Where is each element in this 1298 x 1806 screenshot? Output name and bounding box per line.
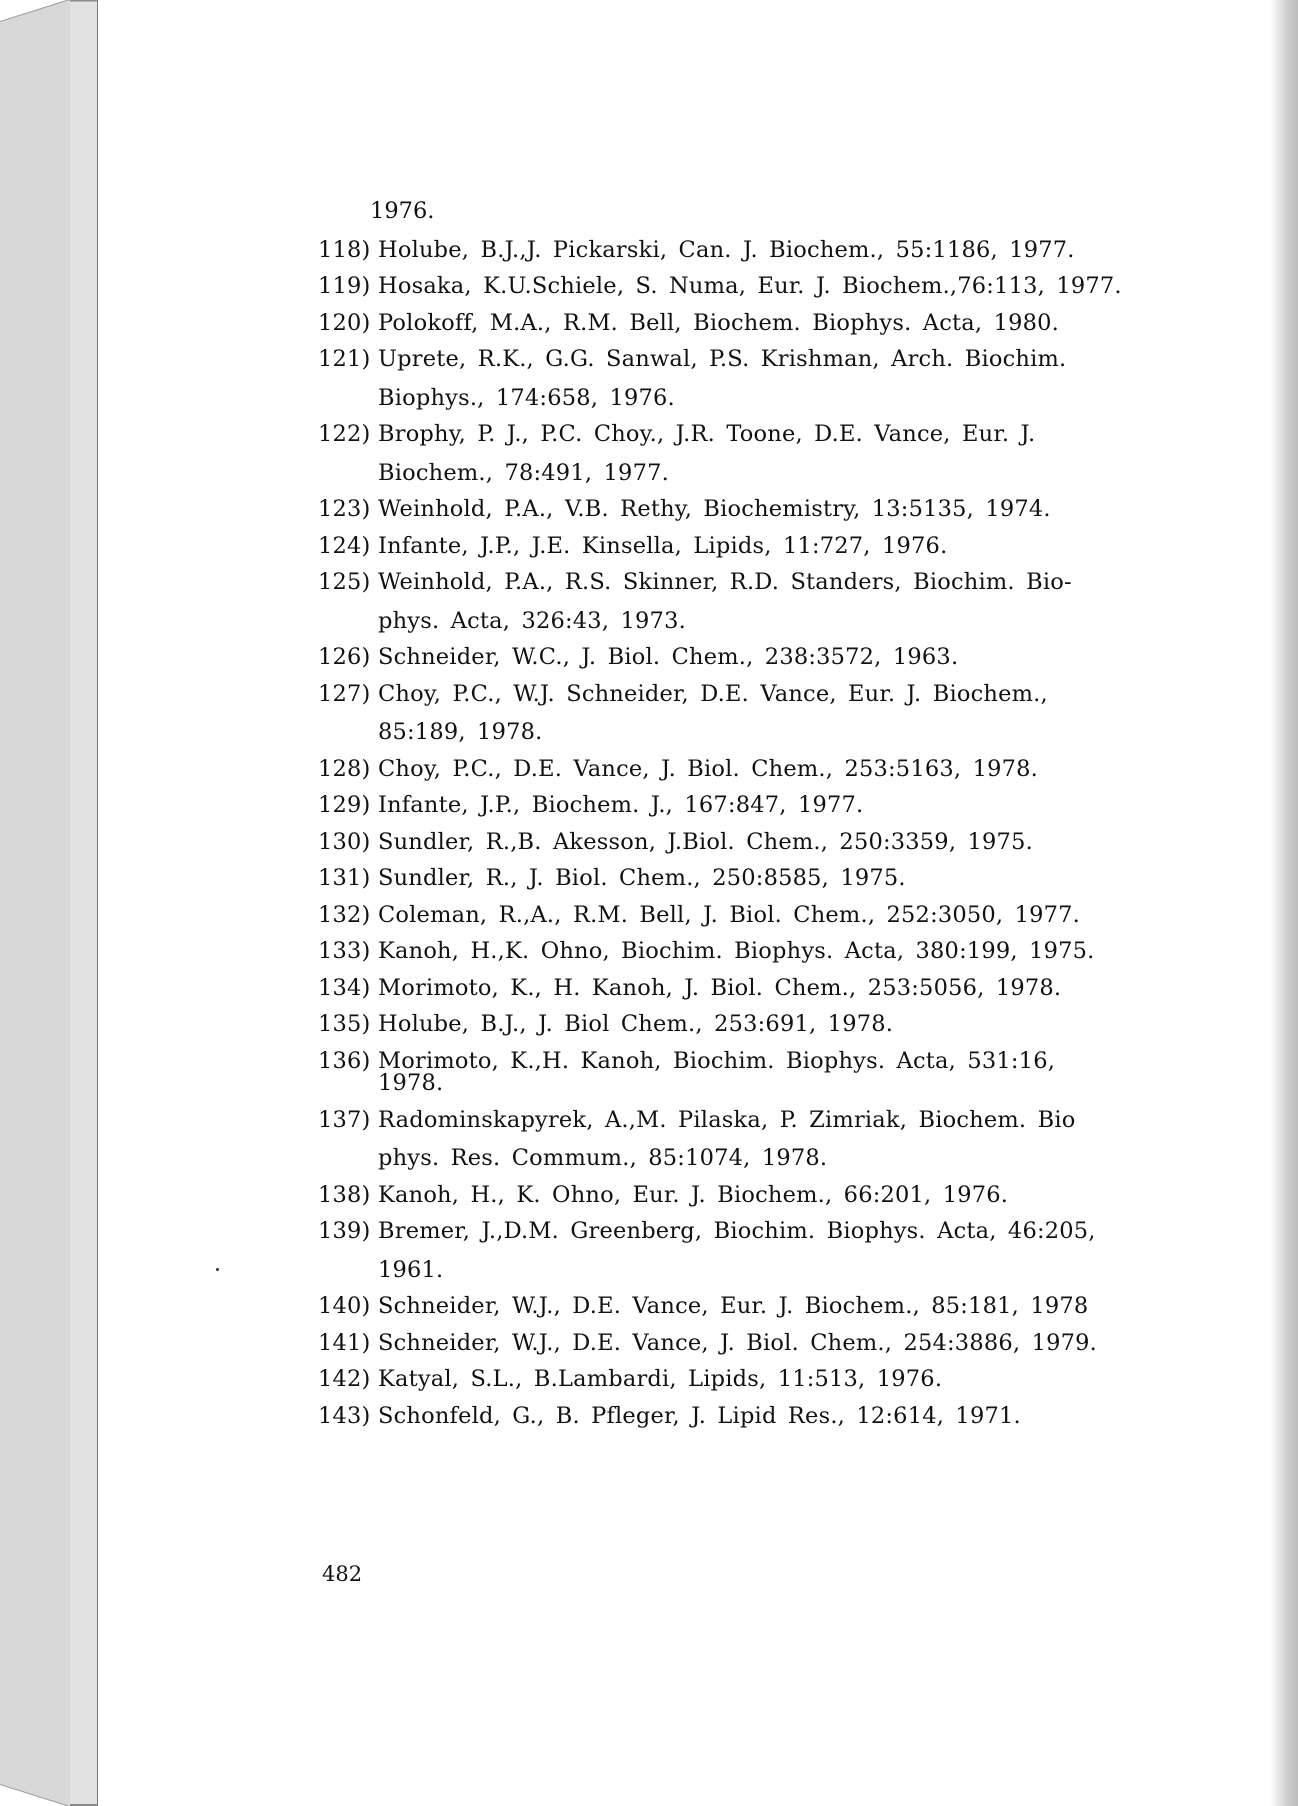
reference-item xyxy=(318,940,1128,963)
reference-number: 132) xyxy=(318,901,371,928)
reference-number: 138) xyxy=(318,1181,371,1208)
reference-item xyxy=(318,532,1128,559)
reference-number: 119) xyxy=(318,273,371,299)
reference-continuation: Biochem., 78:491, 1977. xyxy=(378,459,669,486)
reference-item xyxy=(318,1329,1128,1356)
reference-text: Hosaka, K.U.Schiele, S. Numa, Eur. J. Biochem.,76:113, 1977. xyxy=(378,273,1122,299)
reference-text: Morimoto, K.,H. Kanoh, Biochim. Biophys. Acta, 531:16, 1978. xyxy=(378,1047,1056,1096)
reference-item xyxy=(318,571,1128,632)
reference-text: Infante, J.P., J.E. Kinsella, Lipids, 11:727, 1976. xyxy=(378,532,948,559)
reference-item xyxy=(318,755,1128,782)
reference-number: 122) xyxy=(318,421,371,447)
reference-item xyxy=(318,309,1128,336)
reference-item xyxy=(318,1106,1128,1171)
reference-number: 130) xyxy=(318,828,371,855)
reference-text: Schneider, W.J., D.E. Vance, Eur. J. Biochem., 85:181, 1978 xyxy=(378,1293,1089,1319)
reference-text: Schneider, W.C., J. Biol. Chem., 238:3572, 1963. xyxy=(378,644,959,670)
reference-number: 125) xyxy=(318,569,371,595)
reference-number: 136) xyxy=(318,1047,371,1074)
reference-continuation: Biophys., 174:658, 1976. xyxy=(378,384,675,411)
reference-item xyxy=(318,680,1128,745)
reference-number: 135) xyxy=(318,1011,371,1037)
reference-text: Weinhold, P.A., V.B. Rethy, Biochemistry, 13:5135, 1974. xyxy=(378,496,1051,522)
reference-number: 140) xyxy=(318,1293,371,1319)
reference-text: Katyal, S.L., B.Lambardi, Lipids, 11:513, 1976. xyxy=(378,1366,943,1392)
reference-text: Coleman, R.,A., R.M. Bell, J. Biol. Chem., 252:3050, 1977. xyxy=(378,901,1081,928)
reference-item xyxy=(318,646,1128,669)
reference-number: 127) xyxy=(318,680,371,707)
reference-continuation: 85:189, 1978. xyxy=(378,719,543,745)
reference-text: Schneider, W.J., D.E. Vance, J. Biol. Chem., 254:3886, 1979. xyxy=(378,1329,1097,1356)
reference-text: Morimoto, K., H. Kanoh, J. Biol. Chem., 253:5056, 1978. xyxy=(378,974,1062,1001)
reference-number: 121) xyxy=(318,346,371,372)
reference-item xyxy=(318,974,1128,1001)
reference-item xyxy=(318,1013,1128,1036)
reference-item xyxy=(318,498,1128,521)
reference-number: 131) xyxy=(318,865,371,891)
reference-text: Holube, B.J.,J. Pickarski, Can. J. Biochem., 55:1186, 1977. xyxy=(378,236,1075,263)
page-edge-shadow xyxy=(1270,0,1298,1806)
reference-item xyxy=(318,1220,1128,1281)
reference-item xyxy=(318,794,1128,817)
reference-number: 143) xyxy=(318,1402,371,1429)
reference-number: 128) xyxy=(318,755,371,782)
reference-text: Choy, P.C., D.E. Vance, J. Biol. Chem., 253:5163, 1978. xyxy=(378,755,1038,782)
reference-text: Uprete, R.K., G.G. Sanwal, P.S. Krishman, Arch. Biochim. xyxy=(378,346,1067,372)
reference-continuation: phys. Acta, 326:43, 1973. xyxy=(378,607,686,634)
reference-number: 123) xyxy=(318,496,371,522)
reference-text: Kanoh, H.,K. Ohno, Biochim. Biophys. Acta, 380:199, 1975. xyxy=(378,938,1095,964)
reference-item xyxy=(318,236,1128,263)
reference-text: Kanoh, H., K. Ohno, Eur. J. Biochem., 66:201, 1976. xyxy=(378,1181,1009,1208)
reference-text: Brophy, P. J., P.C. Choy., J.R. Toone, D.E. Vance, Eur. J. xyxy=(378,421,1036,447)
reference-text: Infante, J.P., Biochem. J., 167:847, 1977. xyxy=(378,792,864,818)
reference-continuation: phys. Res. Commum., 85:1074, 1978. xyxy=(378,1145,828,1171)
reference-item xyxy=(318,867,1128,890)
reference-number: 139) xyxy=(318,1218,371,1244)
reference-continuation: 1961. xyxy=(378,1256,444,1283)
reference-item xyxy=(318,1402,1128,1429)
reference-text: Weinhold, P.A., R.S. Skinner, R.D. Standers, Biochim. Bio- xyxy=(378,569,1072,595)
reference-text: Holube, B.J., J. Biol Chem., 253:691, 1978. xyxy=(378,1011,894,1037)
reference-number: 133) xyxy=(318,938,371,964)
reference-number: 120) xyxy=(318,309,371,336)
reference-item xyxy=(318,275,1128,298)
reference-item xyxy=(318,348,1128,409)
reference-item xyxy=(318,901,1128,928)
reference-number: 141) xyxy=(318,1329,371,1356)
reference-item xyxy=(318,423,1128,484)
reference-number: 126) xyxy=(318,644,371,670)
reference-text: Schonfeld, G., B. Pfleger, J. Lipid Res., 12:614, 1971. xyxy=(378,1402,1021,1429)
reference-number: 134) xyxy=(318,974,371,1001)
reference-number: 124) xyxy=(318,532,371,559)
reference-text: Sundler, R.,B. Akesson, J.Biol. Chem., 250:3359, 1975. xyxy=(378,828,1033,855)
reference-text: Radominskapyrek, A.,M. Pilaska, P. Zimriak, Biochem. Bio xyxy=(378,1106,1076,1133)
reference-item xyxy=(318,1047,1128,1096)
speck-mark xyxy=(216,1268,219,1271)
reference-number: 137) xyxy=(318,1106,371,1133)
reference-number: 142) xyxy=(318,1366,371,1392)
reference-number: 118) xyxy=(318,236,371,263)
reference-item xyxy=(318,1368,1128,1391)
reference-text: Polokoff, M.A., R.M. Bell, Biochem. Biophys. Acta, 1980. xyxy=(378,309,1060,336)
page-number: 482 xyxy=(322,1562,363,1586)
reference-number: 129) xyxy=(318,792,371,818)
reference-item xyxy=(318,1295,1128,1318)
reference-text: Bremer, J.,D.M. Greenberg, Biochim. Biophys. Acta, 46:205, xyxy=(378,1218,1096,1244)
reference-item xyxy=(318,1181,1128,1208)
reference-text: Sundler, R., J. Biol. Chem., 250:8585, 1975. xyxy=(378,865,906,891)
reference-text: Choy, P.C., W.J. Schneider, D.E. Vance, Eur. J. Biochem., xyxy=(378,680,1048,707)
continuation-line: 1976. xyxy=(370,198,435,224)
reference-item xyxy=(318,828,1128,855)
reference-list xyxy=(318,200,1128,1441)
